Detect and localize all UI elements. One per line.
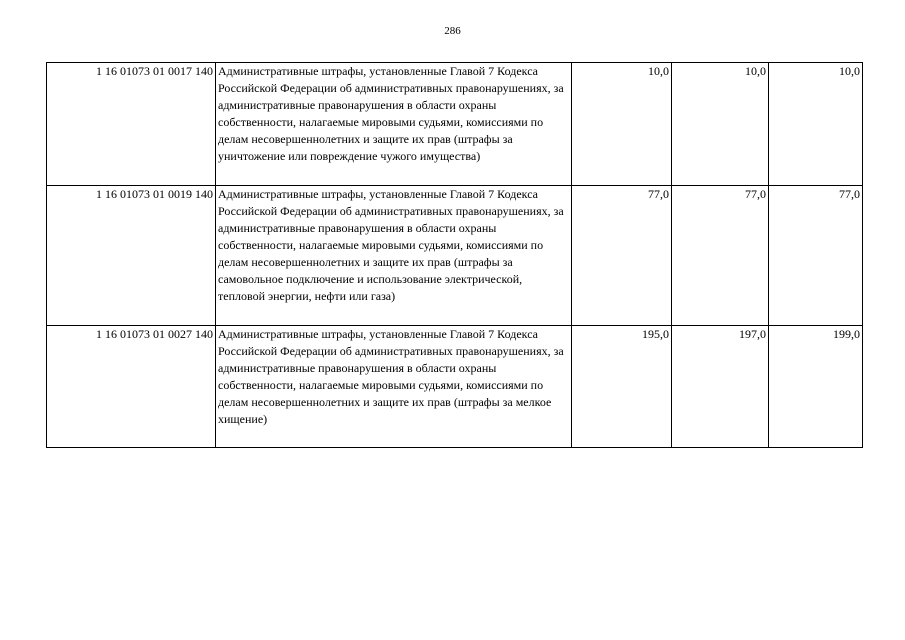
- value-year-2-cell: 77,0: [672, 186, 769, 326]
- value-year-2-cell: 10,0: [672, 63, 769, 186]
- table-row: [47, 326, 863, 448]
- revenue-description-cell: Административные штрафы, установленные Главой 7 Кодекса Российской Федерации об административных правонарушениях, за административные правонарушения в области охраны собственности, налагаемые мировыми судьями, комиссиями по делам несовершеннолетних и защите их прав (штрафы за самовольное подключение и использование электрической, тепловой энергии, нефти или газа): [216, 186, 572, 326]
- value-year-3-cell: 77,0: [769, 186, 863, 326]
- value-year-1-cell: 77,0: [572, 186, 672, 326]
- revenue-code-cell: 1 16 01073 01 0017 140: [47, 63, 216, 186]
- value-year-1-cell: 10,0: [572, 63, 672, 186]
- revenue-description-cell: Административные штрафы, установленные Главой 7 Кодекса Российской Федерации об административных правонарушениях, за административные правонарушения в области охраны собственности, налагаемые мировыми судьями, комиссиями по делам несовершеннолетних и защите их прав (штрафы за мелкое хищение): [216, 326, 572, 448]
- value-year-3-cell: 10,0: [769, 63, 863, 186]
- revenue-description-cell: Административные штрафы, установленные Главой 7 Кодекса Российской Федерации об административных правонарушениях, за административные правонарушения в области охраны собственности, налагаемые мировыми судьями, комиссиями по делам несовершеннолетних и защите их прав (штрафы за уничтожение или повреждение чужого имущества): [216, 63, 572, 186]
- table-row: [47, 186, 863, 326]
- revenue-code-cell: 1 16 01073 01 0027 140: [47, 326, 216, 448]
- value-year-2-cell: 197,0: [672, 326, 769, 448]
- page-number: 286: [444, 25, 461, 37]
- revenue-code-cell: 1 16 01073 01 0019 140: [47, 186, 216, 326]
- budget-revenue-table: [46, 62, 863, 448]
- value-year-3-cell: 199,0: [769, 326, 863, 448]
- table-row: [47, 63, 863, 186]
- value-year-1-cell: 195,0: [572, 326, 672, 448]
